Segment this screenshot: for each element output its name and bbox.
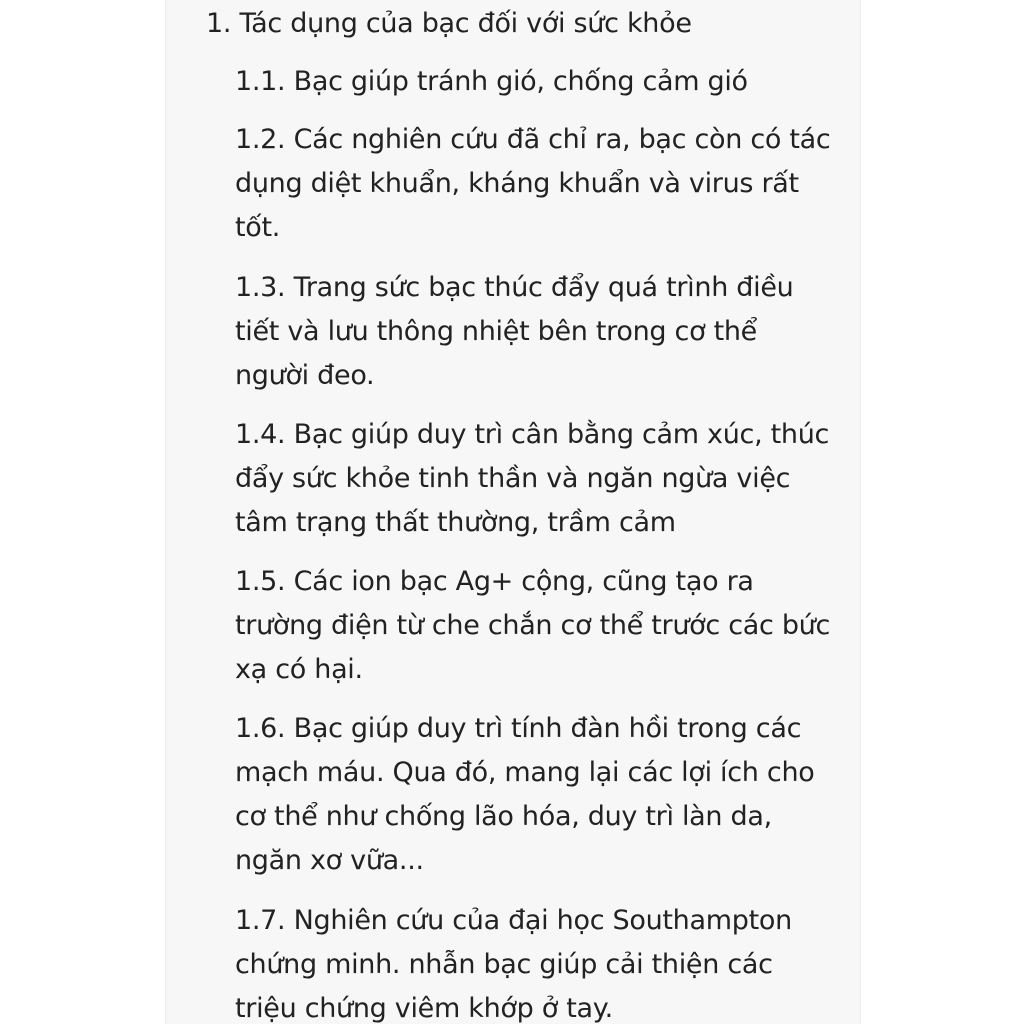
section-heading: 1. Tác dụng của bạc đối với sức khỏe: [206, 8, 692, 39]
list-item: 1.3. Trang sức bạc thúc đẩy quá trình điều tiết và lưu thông nhiệt bên trong cơ thể người đeo.: [235, 272, 794, 391]
article-panel: [165, 0, 861, 1024]
list-item: 1.6. Bạc giúp duy trì tính đàn hồi trong các mạch máu. Qua đó, mang lại các lợi ích cho cơ thể như chống lão hóa, duy trì làn da, ngăn xơ vữa...: [235, 713, 815, 876]
list-item: 1.7. Nghiên cứu của đại học Southampton chứng minh. nhẫn bạc giúp cải thiện các triệu chứng viêm khớp ở tay.: [235, 905, 792, 1024]
list-item: 1.4. Bạc giúp duy trì cân bằng cảm xúc, thúc đẩy sức khỏe tinh thần và ngăn ngừa việc tâm trạng thất thường, trầm cảm: [235, 419, 830, 538]
list-item: 1.5. Các ion bạc Ag+ cộng, cũng tạo ra trường điện từ che chắn cơ thể trước các bức xạ có hại.: [235, 566, 831, 685]
list-item: 1.1. Bạc giúp tránh gió, chống cảm gió: [235, 66, 748, 97]
list-item: 1.2. Các nghiên cứu đã chỉ ra, bạc còn có tác dụng diệt khuẩn, kháng khuẩn và virus rất tốt.: [235, 124, 831, 243]
